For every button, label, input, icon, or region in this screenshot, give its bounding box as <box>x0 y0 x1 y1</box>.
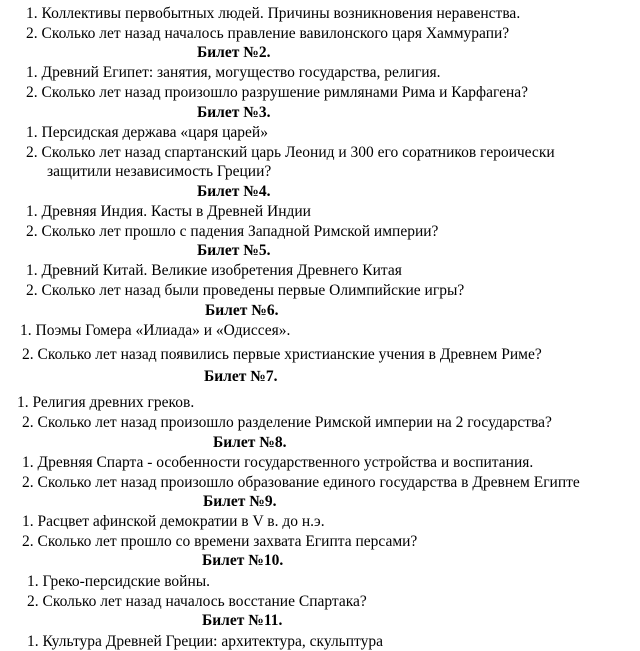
ticket-4-heading: Билет №4. <box>197 183 271 200</box>
ticket-8-heading: Билет №8. <box>213 434 287 451</box>
ticket-2-question-2: 2. Сколько лет назад произошло разрушение римлянами Рима и Карфагена? <box>26 84 529 101</box>
ticket-10-question-2: 2. Сколько лет назад началось восстание Спартака? <box>27 593 367 610</box>
ticket-11-question-1: 1. Культура Древней Греции: архитектура, скульптура <box>27 633 383 650</box>
ticket-3-heading: Билет №3. <box>197 104 271 121</box>
ticket-6-question-1: 1. Поэмы Гомера «Илиада» и «Одиссея». <box>20 322 291 339</box>
ticket-5-question-1: 1. Древний Китай. Великие изобретения Древнего Китая <box>26 262 402 279</box>
ticket-3-question-2-cont: защитили независимость Греции? <box>47 163 272 180</box>
ticket-4-question-1: 1. Древняя Индия. Касты в Древней Индии <box>26 203 311 220</box>
ticket-9-heading: Билет №9. <box>203 493 277 510</box>
ticket-3-question-2: 2. Сколько лет назад спартанский царь Леонид и 300 его соратников героически <box>26 144 555 161</box>
ticket-4-question-2: 2. Сколько лет прошло с падения Западной Римской империи? <box>26 223 439 240</box>
ticket-2-question-1: 1. Древний Египет: занятия, могущество государства, религия. <box>26 64 441 81</box>
ticket-10-heading: Билет №10. <box>202 552 284 569</box>
ticket-7-question-2: 2. Сколько лет назад произошло разделение Римской империи на 2 государства? <box>22 414 552 431</box>
ticket-1-question-2: 2. Сколько лет назад началось правление вавилонского царя Хаммурапи? <box>26 25 510 42</box>
ticket-7-heading: Билет №7. <box>204 368 278 385</box>
ticket-5-heading: Билет №5. <box>197 242 271 259</box>
ticket-10-question-1: 1. Греко-персидские войны. <box>27 573 211 590</box>
ticket-8-question-2: 2. Сколько лет назад произошло образование единого государства в Древнем Египте <box>22 474 580 491</box>
ticket-11-heading: Билет №11. <box>202 612 283 629</box>
ticket-8-question-1: 1. Древняя Спарта - особенности государственного устройства и воспитания. <box>22 454 534 471</box>
ticket-2-heading: Билет №2. <box>197 44 271 61</box>
ticket-5-question-2: 2. Сколько лет назад были проведены первые Олимпийские игры? <box>26 282 465 299</box>
ticket-9-question-1: 1. Расцвет афинской демократии в V в. до н.э. <box>22 513 325 530</box>
ticket-6-heading: Билет №6. <box>205 302 279 319</box>
ticket-6-question-2: 2. Сколько лет назад появились первые христианские учения в Древнем Риме? <box>22 346 542 363</box>
ticket-1-question-1: 1. Коллективы первобытных людей. Причины возникновения неравенства. <box>26 5 521 22</box>
ticket-3-question-1: 1. Персидская держава «царя царей» <box>26 124 268 141</box>
ticket-9-question-2: 2. Сколько лет прошло со времени захвата Египта персами? <box>22 533 418 550</box>
ticket-7-question-1: 1. Религия древних греков. <box>17 394 195 411</box>
